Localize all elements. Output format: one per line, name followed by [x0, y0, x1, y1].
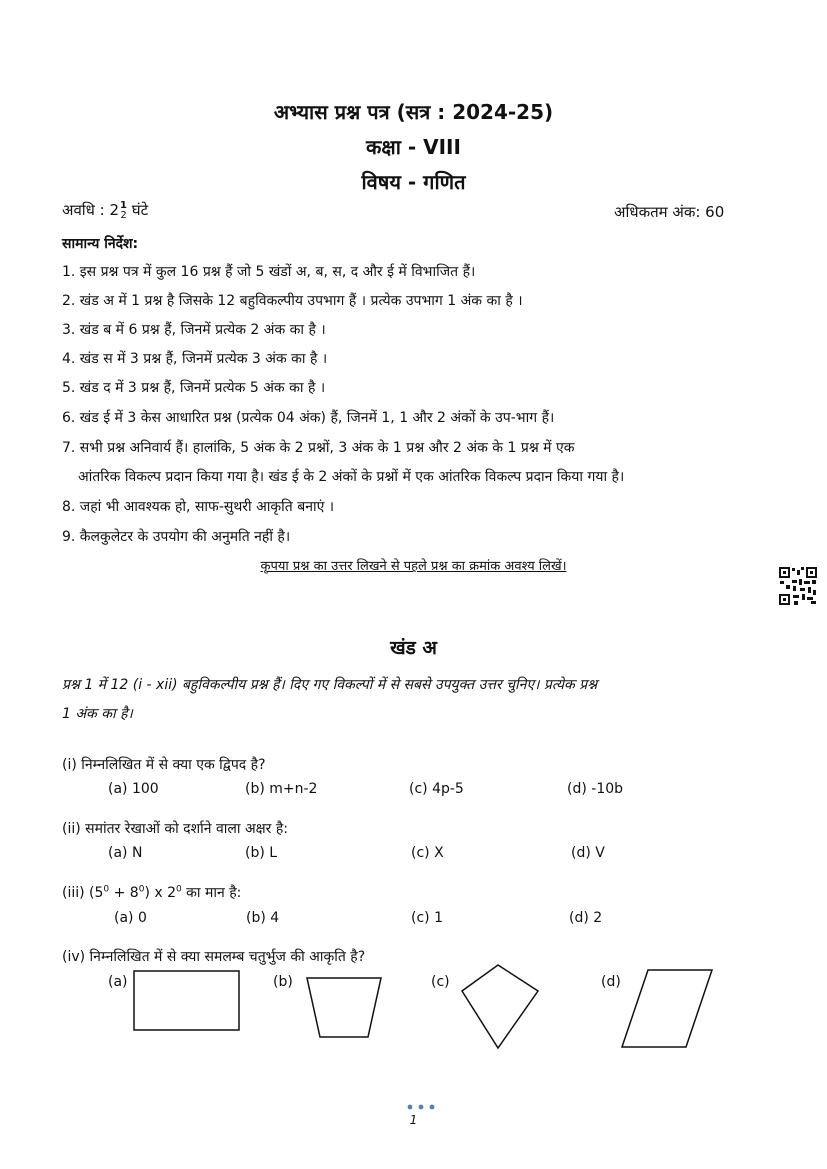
class-label: कक्षा - VIII	[366, 135, 461, 159]
instruction-item: 6. खंड ई में 3 केस आधारित प्रश्न (प्रत्येक 04 अंक) हैं, जिनमें 1, 1 और 2 अंकों के उप-भाग हैं।	[62, 410, 555, 426]
qr-code-icon	[778, 566, 818, 606]
duration-denominator: 2	[120, 209, 127, 221]
option-d: (d)	[601, 974, 621, 990]
option-c: (c) 1	[411, 910, 443, 926]
instruction-item: 7. सभी प्रश्न अनिवार्य हैं। हालांकि, 5 अंक के 2 प्रश्नों, 3 अंक के 1 प्रश्न और 2 अंक के 1 प्रश्न में एक	[62, 440, 575, 456]
section-a-intro: प्रश्न 1 में 12 (i - xii) बहुविकल्पीय प्रश्न हैं। दिए गए विकल्पों में से सबसे उपयुक्त उत्तर चुनिए। प्रत्येक प्रश्न	[62, 677, 598, 693]
option-c: (c) X	[411, 845, 444, 861]
exponent: 0	[103, 884, 110, 895]
option-d: (d) -10b	[567, 781, 624, 797]
trapezium-icon	[305, 974, 383, 1040]
paper-title: अभ्यास प्रश्न पत्र (सत्र : 2024-25)	[273, 100, 554, 124]
exponent: 0	[176, 884, 182, 895]
duration-label: अवधि : 2	[62, 201, 120, 219]
rectangle-icon	[133, 970, 241, 1032]
option-a: (a) 100	[108, 781, 159, 797]
question-iii-text: का मान है:	[181, 885, 242, 901]
option-a: (a)	[108, 974, 128, 990]
exponent: 0	[138, 884, 145, 895]
option-d: (d) 2	[569, 910, 603, 926]
instruction-item: 5. खंड द में 3 प्रश्न हैं, जिनमें प्रत्येक 5 अंक का है ।	[62, 380, 326, 396]
option-a: (a) N	[108, 845, 143, 861]
max-marks: अधिकतम अंक: 60	[614, 203, 725, 221]
question-iii-text: + 8	[109, 885, 139, 901]
parallelogram-icon	[620, 968, 714, 1050]
question-ii: (ii) समांतर रेखाओं को दर्शाने वाला अक्षर है:	[62, 821, 289, 837]
option-b: (b) 4	[246, 910, 280, 926]
question-i: (i) निम्नलिखित में से क्या एक द्विपद है?	[62, 757, 266, 773]
option-d: (d) V	[571, 845, 605, 861]
page-dots-icon	[406, 1103, 436, 1111]
option-b: (b) L	[245, 845, 278, 861]
question-iii	[62, 883, 241, 902]
section-a-intro-continued: 1 अंक का है।	[62, 706, 133, 722]
instruction-item: 4. खंड स में 3 प्रश्न हैं, जिनमें प्रत्येक 3 अंक का है ।	[62, 351, 328, 367]
instruction-item: 2. खंड अ में 1 प्रश्न है जिसके 12 बहुविकल्पीय उपभाग हैं । प्रत्येक उपभाग 1 अंक का है ।	[62, 293, 523, 309]
option-c: (c) 4p-5	[409, 781, 464, 797]
option-b: (b)	[273, 974, 293, 990]
subject-label: विषय - गणित	[361, 170, 466, 194]
option-a: (a) 0	[114, 910, 147, 926]
kite-icon	[460, 963, 540, 1051]
option-c: (c)	[431, 974, 450, 990]
page-number: 1	[409, 1113, 418, 1127]
instruction-item-continued: आंतरिक विकल्प प्रदान किया गया है। खंड ई के 2 अंकों के प्रश्नों में एक आंतरिक विकल्प प्रदान किया गया है।	[78, 469, 625, 485]
question-iii-text: (iii) (5	[62, 885, 104, 901]
instruction-item: 8. जहां भी आवश्यक हो, साफ-सुथरी आकृति बनाएं ।	[62, 499, 335, 515]
instructions-heading: सामान्य निर्देश:	[62, 236, 139, 252]
answer-note: कृपया प्रश्न का उत्तर लिखने से पहले प्रश्न का क्रमांक अवश्य लिखें।	[260, 559, 567, 574]
option-b: (b) m+n-2	[245, 781, 318, 797]
question-iii-text: ) x 2	[144, 885, 176, 901]
instruction-item: 1. इस प्रश्न पत्र में कुल 16 प्रश्न हैं जो 5 खंडों अ, ब, स, द और ई में विभाजित हैं।	[62, 264, 476, 280]
instruction-item: 3. खंड ब में 6 प्रश्न हैं, जिनमें प्रत्येक 2 अंक का है ।	[62, 322, 326, 338]
question-iv: (iv) निम्नलिखित में से क्या समलम्ब चतुर्भुज की आकृति है?	[62, 949, 366, 965]
instruction-item: 9. कैलकुलेटर के उपयोग की अनुमति नहीं है।	[62, 529, 291, 545]
section-a-title: खंड अ	[390, 637, 437, 659]
duration	[62, 200, 148, 221]
duration-numerator: 1	[120, 199, 128, 211]
duration-fraction	[120, 201, 127, 221]
duration-unit: घंटे	[131, 201, 149, 219]
